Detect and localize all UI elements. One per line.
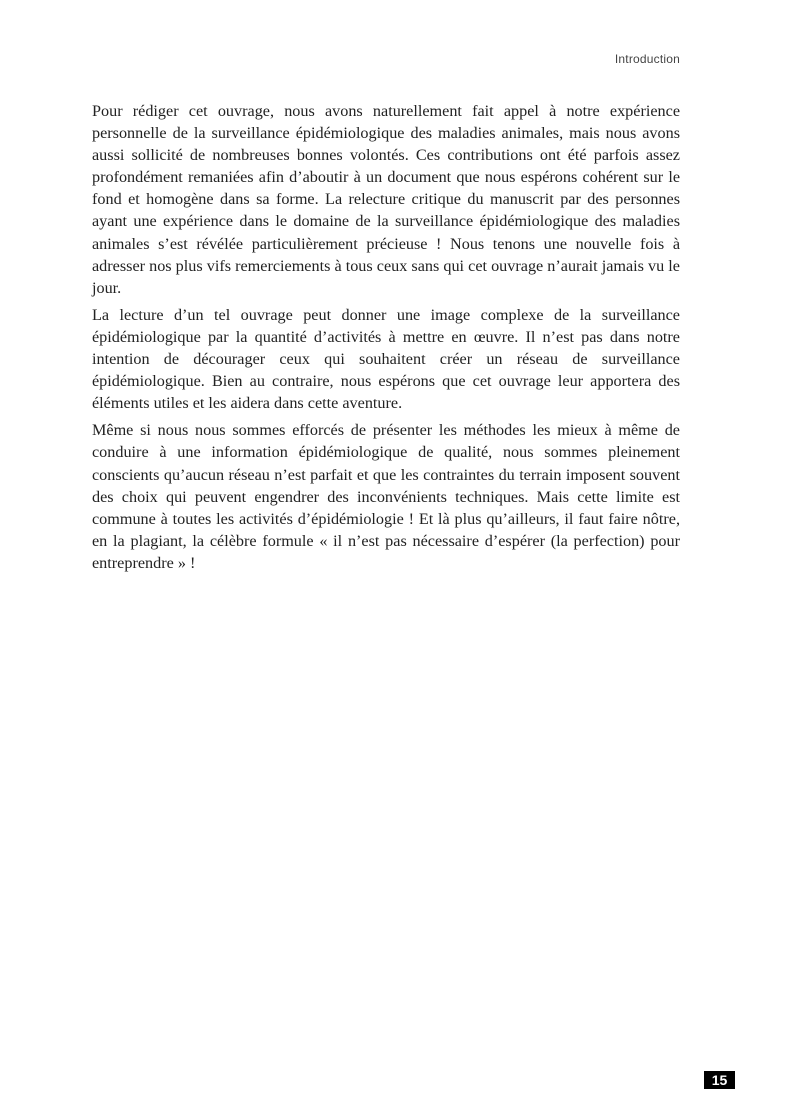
paragraph-complexity: La lecture d’un tel ouvrage peut donner une image complexe de la surveillance épidémiologique par la quantité d’activités à mettre en œuvre. Il n’est pas dans notre intention de décourager ceux qui souhaitent créer un réseau de surveillance épidémiologique. Bien au contraire, nous espérons que cet ouvrage leur apportera des éléments utiles et les aidera dans cette aventure. [92,305,680,413]
paragraph-limits: Même si nous nous sommes efforcés de présenter les méthodes les mieux à même de conduire à une information épidémiologique de qualité, nous sommes pleinement conscients qu’aucun réseau n’est parfait et que les contraintes du terrain imposent souvent des choix qui peuvent engendrer des inconvénients techniques. Mais cette limite est commune à toutes les activités d’épidémiologie ! Et là plus qu’ailleurs, il faut faire nôtre, en la plagiant, la célèbre formule « il n’est pas nécessaire d’espérer (la perfection) pour entreprendre » ! [92,421,680,572]
main-text-block [92,100,680,579]
page-number-badge: 15 [704,1071,735,1089]
running-header-title: Introduction [614,52,680,66]
paragraph-acknowledgements: Pour rédiger cet ouvrage, nous avons naturellement fait appel à notre expérience personnelle de la surveillance épidémiologique des maladies animales, mais nous avons aussi sollicité de nombreuses bonnes volontés. Ces contributions ont été parfois assez profondément remaniées afin d’aboutir à un document que nous espérons cohérent sur le fond et homogène dans sa forme. La relecture critique du manuscrit par des personnes ayant une expérience dans le domaine de la surveillance épidémiologique des maladies animales s’est révélée particulièrement précieuse ! Nous tenons une nouvelle fois à adresser nos plus vifs remerciements à tous ceux sans qui cet ouvrage n’aurait jamais vu le jour. [92,102,680,297]
